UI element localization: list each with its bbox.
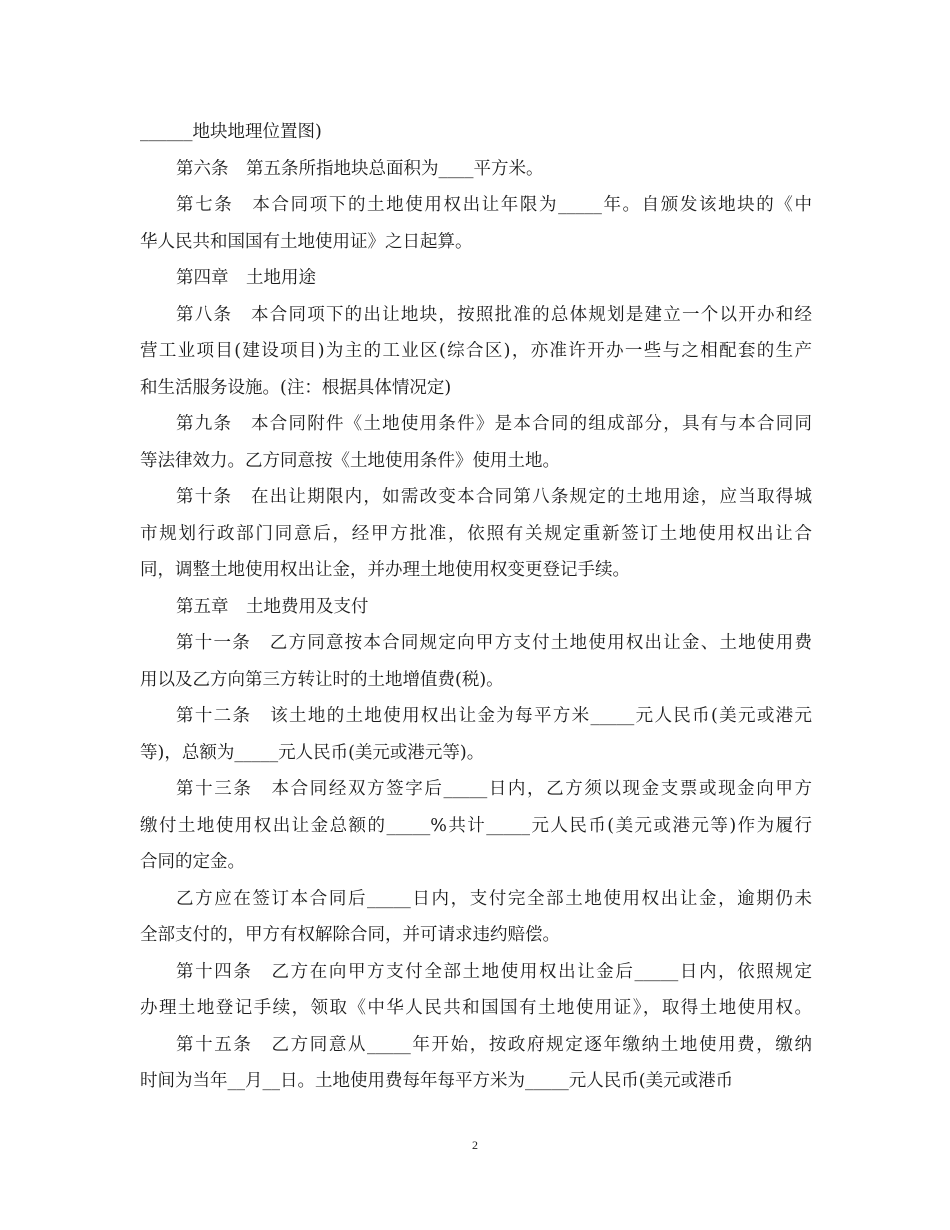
text-line: 第十四条 乙方在向甲方支付全部土地使用权出让金后_____日内，依照规定 <box>176 961 812 982</box>
text-line: 同，调整土地使用权出让金，并办理土地使用权变更登记手续。 <box>140 560 630 580</box>
text-line: 第十条 在出让期限内，如需改变本合同第八条规定的土地用途，应当取得城 <box>176 487 812 507</box>
text-line: 第九条 本合同附件《土地使用条件》是本合同的组成部分，具有与本合同同 <box>176 414 812 434</box>
text-line: 等)，总额为_____元人民币(美元或港元等)。 <box>140 742 485 763</box>
text-line: 第七条 本合同项下的土地使用权出让年限为_____年。自颁发该地块的《中 <box>176 195 812 215</box>
text-line: 缴付土地使用权出让金总额的_____%共计_____元人民币(美元或港元等)作为履行 <box>140 815 812 836</box>
text-line: 第八条 本合同项下的出让地块，按照批准的总体规划是建立一个以开办和经 <box>176 304 812 325</box>
text-line: 合同的定金。 <box>140 852 245 872</box>
text-line: 和生活服务设施。(注：根据具体情况定) <box>140 377 452 398</box>
text-line: 第十一条 乙方同意按本合同规定向甲方支付土地使用权出让金、土地使用费 <box>176 633 812 653</box>
text-line: 办理土地登记手续，领取《中华人民共和国国有土地使用证》，取得土地使用权。 <box>140 998 812 1018</box>
text-line: 全部支付的，甲方有权解除合同，并可请求违约赔偿。 <box>140 925 560 945</box>
text-line: 营工业项目(建设项目)为主的工业区(综合区)，亦准许开办一些与之相配套的生产 <box>140 341 812 361</box>
chapter-heading: 第四章 土地用途 <box>176 268 316 288</box>
text-line: 乙方应在签订本合同后_____日内，支付完全部土地使用权出让金，逾期仍未 <box>176 888 812 909</box>
text-line: 用以及乙方向第三方转让时的土地增值费(税)。 <box>140 669 504 690</box>
contract-body-text <box>140 114 812 1100</box>
text-line: 第十二条 该土地的土地使用权出让金为每平方米_____元人民币(美元或港元 <box>176 706 812 726</box>
text-line: 等法律效力。乙方同意按《土地使用条件》使用土地。 <box>140 450 560 471</box>
chapter-heading: 第五章 土地费用及支付 <box>176 596 369 617</box>
page-number: 2 <box>472 1138 478 1152</box>
text-line: 华人民共和国国有土地使用证》之日起算。 <box>140 231 473 252</box>
text-line: 第十五条 乙方同意从_____年开始，按政府规定逐年缴纳土地使用费，缴纳 <box>176 1034 812 1055</box>
text-line: ______地块地理位置图) <box>140 122 322 142</box>
text-line: 第六条 第五条所指地块总面积为____平方米。 <box>176 158 544 179</box>
text-line: 市规划行政部门同意后，经甲方批准，依照有关规定重新签订土地使用权出让合 <box>140 523 812 544</box>
text-line: 第十三条 本合同经双方签字后_____日内，乙方须以现金支票或现金向甲方 <box>176 779 812 799</box>
text-line: 时间为当年__月__日。土地使用费每年每平方米为_____元人民币(美元或港币 <box>140 1071 734 1091</box>
